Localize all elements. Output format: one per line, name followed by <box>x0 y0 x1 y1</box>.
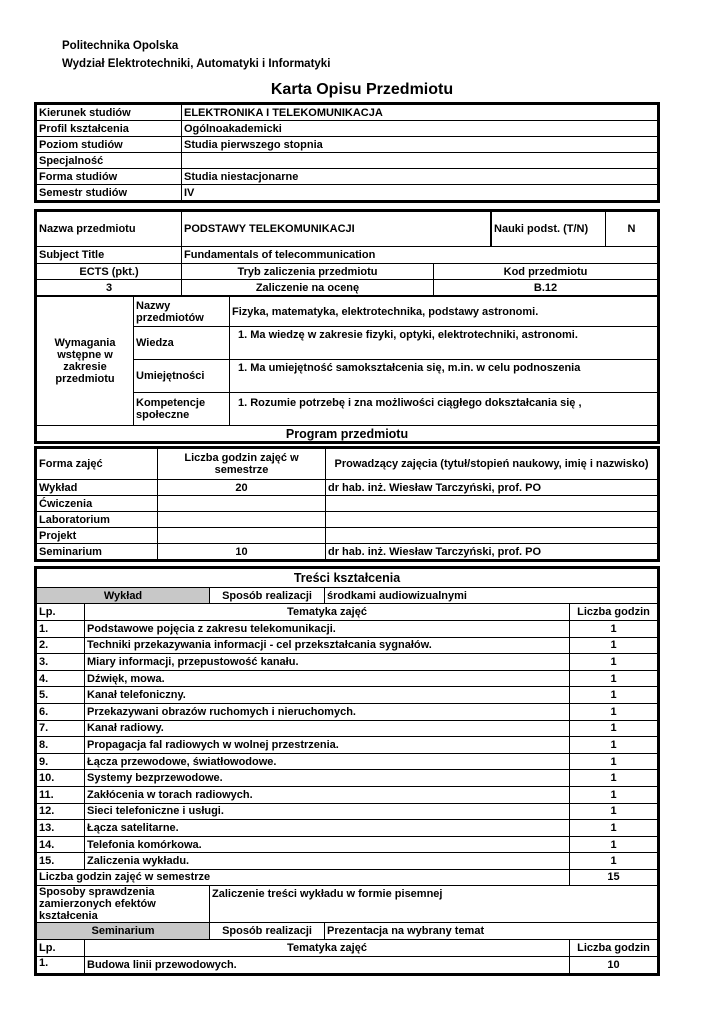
program-hours <box>158 512 326 528</box>
seminar-col-lp: Lp. <box>37 939 85 956</box>
study-row <box>37 169 658 185</box>
topic-hours: 1 <box>570 687 658 704</box>
program-hours: 10 <box>158 544 326 560</box>
lecture-method-value: środkami audiowizualnymi <box>325 588 658 604</box>
topic-hours: 1 <box>570 703 658 720</box>
study-row <box>37 185 658 201</box>
code-label: Kod przedmiotu <box>434 264 658 280</box>
program-col-form: Forma zajęć <box>37 449 158 480</box>
study-label: Specjalność <box>37 153 182 169</box>
topic-hours: 1 <box>570 770 658 787</box>
req-knowledge-value: 1. Ma wiedzę w zakresie fizyki, optyki, elektrotechniki, astronomi. <box>230 327 658 360</box>
lecture-label: Wykład <box>37 588 210 604</box>
lecture-topic-row <box>37 637 658 654</box>
lecture-topic-row <box>37 720 658 737</box>
topic-text: Telefonia komórkowa. <box>85 836 570 853</box>
topic-lp: 1. <box>37 956 85 973</box>
topic-hours: 1 <box>570 670 658 687</box>
topic-hours: 1 <box>570 654 658 671</box>
ects-label: ECTS (pkt.) <box>37 264 182 280</box>
topic-lp: 2. <box>37 637 85 654</box>
seminar-col-hours: Liczba godzin <box>570 939 658 956</box>
program-form: Wykład <box>37 480 158 496</box>
lecture-topic-row <box>37 803 658 820</box>
topic-text: Łącza przewodowe, światłowodowe. <box>85 753 570 770</box>
topic-text: Sieci telefoniczne i usługi. <box>85 803 570 820</box>
topic-hours: 1 <box>570 786 658 803</box>
page-title: Karta Opisu Przedmiotu <box>270 81 454 98</box>
req-names-label: Nazwy przedmiotów <box>134 297 230 327</box>
faculty-name: Wydział Elektrotechniki, Automatyki i Informatyki <box>62 58 331 70</box>
basic-science-label: Nauki podst. (T/N) <box>492 212 606 246</box>
program-teacher <box>326 512 658 528</box>
ects-value: 3 <box>37 280 182 296</box>
content-title: Treści kształcenia <box>37 569 658 588</box>
program-form: Projekt <box>37 528 158 544</box>
topic-text: Zaliczenia wykładu. <box>85 853 570 870</box>
lecture-topic-row <box>37 670 658 687</box>
topic-lp: 4. <box>37 670 85 687</box>
topic-text: Zakłócenia w torach radiowych. <box>85 786 570 803</box>
program-hours: 20 <box>158 480 326 496</box>
program-teacher <box>326 496 658 512</box>
topic-text: Łącza satelitarne. <box>85 820 570 837</box>
lecture-topic-row <box>37 753 658 770</box>
study-row <box>37 153 658 169</box>
program-row <box>37 496 658 512</box>
program-form: Ćwiczenia <box>37 496 158 512</box>
topic-hours: 1 <box>570 803 658 820</box>
study-label: Forma studiów <box>37 169 182 185</box>
study-value: IV <box>182 185 658 201</box>
lecture-topic-row <box>37 786 658 803</box>
university-name: Politechnika Opolska <box>62 40 179 52</box>
mode-value: Zaliczenie na ocenę <box>182 280 434 296</box>
lecture-topic-row <box>37 621 658 638</box>
topic-lp: 12. <box>37 803 85 820</box>
program-teacher <box>326 528 658 544</box>
topic-lp: 8. <box>37 737 85 754</box>
topic-text: Miary informacji, przepustowość kanału. <box>85 654 570 671</box>
program-teacher: dr hab. inż. Wiesław Tarczyński, prof. PO <box>326 480 658 496</box>
program-form: Laboratorium <box>37 512 158 528</box>
program-hours <box>158 496 326 512</box>
program-row <box>37 480 658 496</box>
study-label: Poziom studiów <box>37 137 182 153</box>
topic-text: Podstawowe pojęcia z zakresu telekomunikacji. <box>85 621 570 638</box>
program-row <box>37 512 658 528</box>
topic-text: Kanał telefoniczny. <box>85 687 570 704</box>
req-names-value: Fizyka, matematyka, elektrotechnika, podstawy astronomi. <box>230 297 658 327</box>
program-hours <box>158 528 326 544</box>
seminar-label: Seminarium <box>37 922 210 939</box>
lecture-col-topic: Tematyka zajęć <box>85 604 570 621</box>
study-info-table <box>34 102 660 203</box>
subject-table <box>34 209 660 444</box>
study-row <box>37 105 658 121</box>
study-label: Kierunek studiów <box>37 105 182 121</box>
topic-hours: 1 <box>570 836 658 853</box>
lecture-topic-row <box>37 770 658 787</box>
seminar-method-value: Prezentacja na wybrany temat <box>325 922 658 939</box>
topic-hours: 10 <box>570 956 658 973</box>
content-table <box>34 566 660 976</box>
study-label: Semestr studiów <box>37 185 182 201</box>
topic-lp: 14. <box>37 836 85 853</box>
seminar-method-label: Sposób realizacji <box>210 922 325 939</box>
topic-lp: 1. <box>37 621 85 638</box>
study-value: Studia pierwszego stopnia <box>182 137 658 153</box>
lecture-topic-row <box>37 853 658 870</box>
topic-hours: 1 <box>570 753 658 770</box>
topic-hours: 1 <box>570 720 658 737</box>
lecture-topic-row <box>37 703 658 720</box>
req-skills-value: 1. Ma umiejętność samokształcenia się, m.in. w celu podnoszenia <box>230 360 658 393</box>
topic-lp: 15. <box>37 853 85 870</box>
lecture-col-lp: Lp. <box>37 604 85 621</box>
topic-text: Przekazywani obrazów ruchomych i nieruchomych. <box>85 703 570 720</box>
topic-hours: 1 <box>570 621 658 638</box>
topic-hours: 1 <box>570 820 658 837</box>
subject-title-label: Subject Title <box>37 247 182 264</box>
verify-label: Sposoby sprawdzenia zamierzonych efektów kształcenia <box>37 885 210 922</box>
subject-name-label: Nazwa przedmiotu <box>37 212 182 247</box>
topic-text: Systemy bezprzewodowe. <box>85 770 570 787</box>
study-value: ELEKTRONIKA I TELEKOMUNIKACJA <box>182 105 658 121</box>
lecture-topic-row <box>37 820 658 837</box>
topic-hours: 1 <box>570 853 658 870</box>
topic-lp: 6. <box>37 703 85 720</box>
topic-text: Dźwięk, mowa. <box>85 670 570 687</box>
lecture-col-hours: Liczba godzin <box>570 604 658 621</box>
study-row <box>37 137 658 153</box>
req-knowledge-label: Wiedza <box>134 327 230 360</box>
lecture-topic-row <box>37 737 658 754</box>
program-form: Seminarium <box>37 544 158 560</box>
lecture-method-label: Sposób realizacji <box>210 588 325 604</box>
study-label: Profil kształcenia <box>37 121 182 137</box>
mode-label: Tryb zaliczenia przedmiotu <box>182 264 434 280</box>
program-teacher: dr hab. inż. Wiesław Tarczyński, prof. PO <box>326 544 658 560</box>
topic-lp: 11. <box>37 786 85 803</box>
topic-hours: 1 <box>570 637 658 654</box>
program-title: Program przedmiotu <box>37 426 658 442</box>
subject-name-value: PODSTAWY TELEKOMUNIKACJI <box>182 212 491 247</box>
lecture-total-label: Liczba godzin zajęć w semestrze <box>37 869 570 885</box>
program-col-hours: Liczba godzin zajęć w semestrze <box>158 449 326 480</box>
verify-value: Zaliczenie treści wykładu w formie pisemnej <box>210 885 658 922</box>
study-value: Studia niestacjonarne <box>182 169 658 185</box>
seminar-col-topic: Tematyka zajęć <box>85 939 570 956</box>
requirements-label: Wymagania wstępne w zakresie przedmiotu <box>37 297 134 426</box>
req-competence-value: 1. Rozumie potrzebę i zna możliwości ciągłego dokształcania się , <box>230 393 658 426</box>
lecture-total-value: 15 <box>570 869 658 885</box>
study-value: Ogólnoakademicki <box>182 121 658 137</box>
program-row <box>37 528 658 544</box>
seminar-topic-row <box>37 956 658 973</box>
subject-title-value: Fundamentals of telecommunication <box>182 247 658 264</box>
code-value: B.12 <box>434 280 658 296</box>
lecture-topic-row <box>37 836 658 853</box>
topic-text: Budowa linii przewodowych. <box>85 956 570 973</box>
program-col-teacher: Prowadzący zajęcia (tytuł/stopień naukowy, imię i nazwisko) <box>326 449 658 480</box>
topic-lp: 10. <box>37 770 85 787</box>
lecture-topic-row <box>37 654 658 671</box>
topic-lp: 3. <box>37 654 85 671</box>
topic-lp: 7. <box>37 720 85 737</box>
study-row <box>37 121 658 137</box>
topic-text: Kanał radiowy. <box>85 720 570 737</box>
topic-lp: 5. <box>37 687 85 704</box>
lecture-topic-row <box>37 687 658 704</box>
req-competence-label: Kompetencje społeczne <box>134 393 230 426</box>
program-row <box>37 544 658 560</box>
program-table <box>34 446 660 562</box>
study-value <box>182 153 658 169</box>
topic-lp: 13. <box>37 820 85 837</box>
req-skills-label: Umiejętności <box>134 360 230 393</box>
topic-hours: 1 <box>570 737 658 754</box>
basic-science-value: N <box>606 212 657 246</box>
topic-text: Propagacja fal radiowych w wolnej przestrzenia. <box>85 737 570 754</box>
topic-text: Techniki przekazywania informacji - cel przekształcania sygnałów. <box>85 637 570 654</box>
topic-lp: 9. <box>37 753 85 770</box>
